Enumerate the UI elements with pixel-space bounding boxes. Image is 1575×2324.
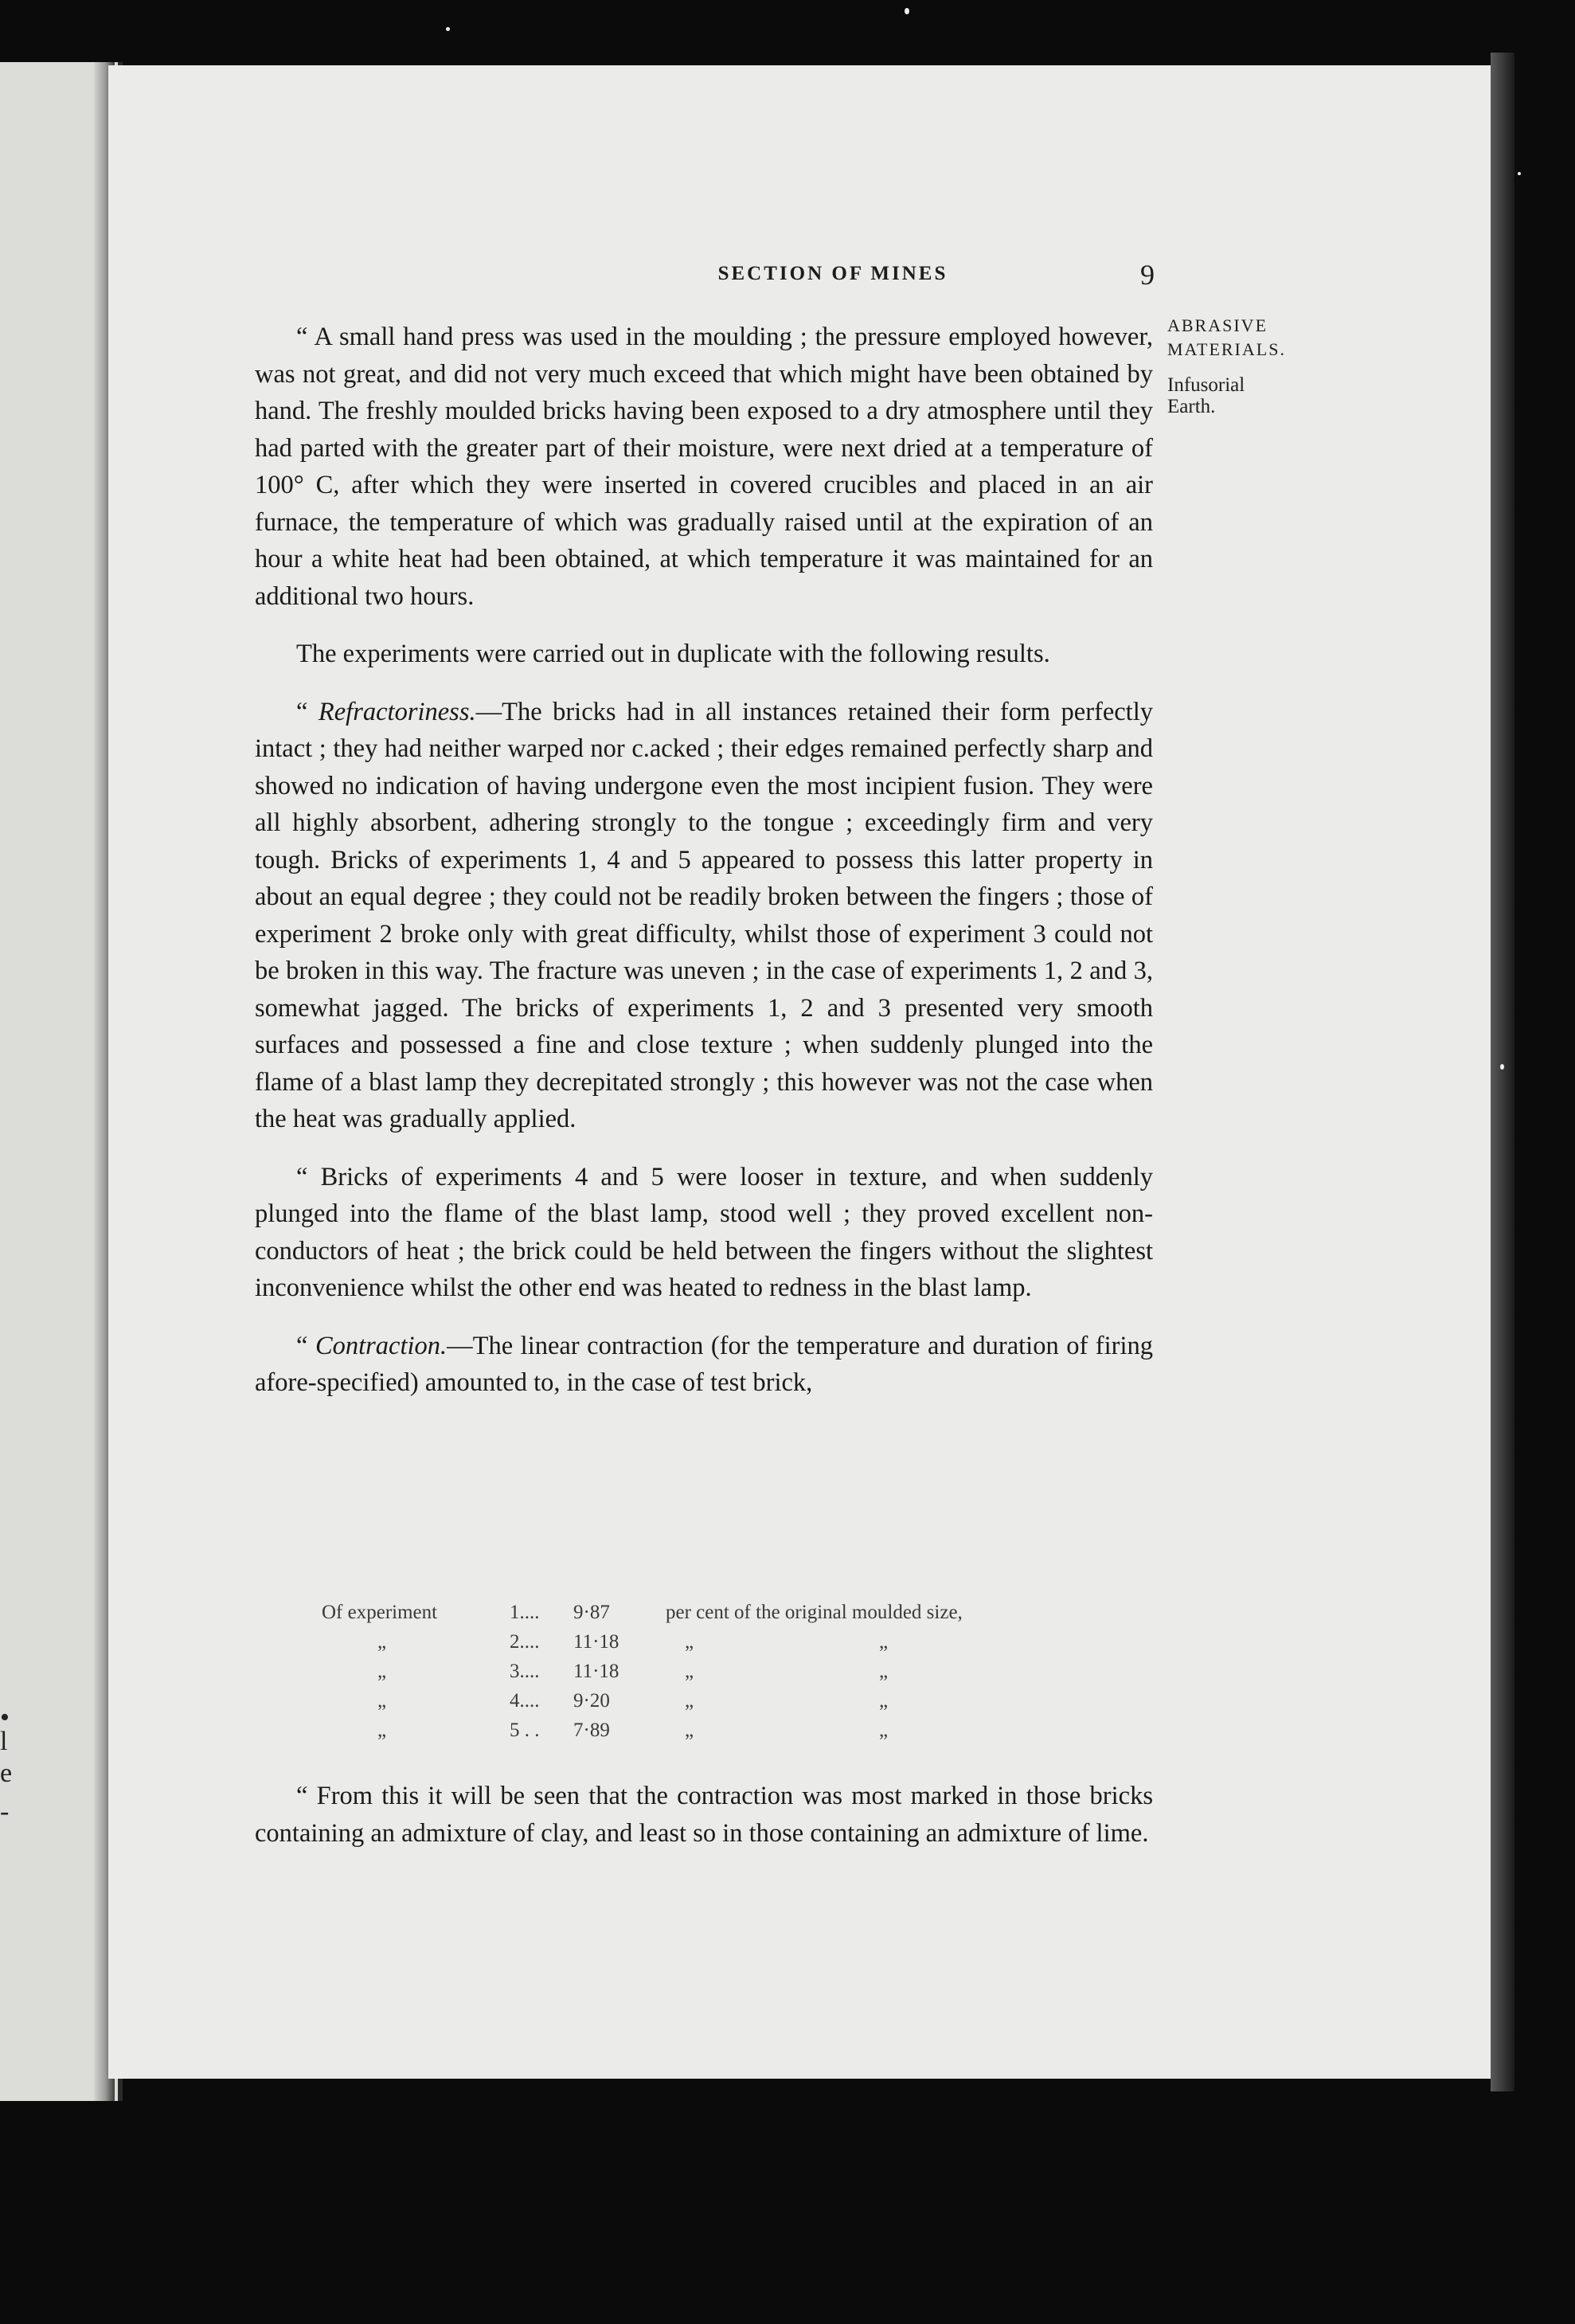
ditto-mark: „ <box>879 1720 889 1741</box>
experiment-number: 4.... <box>510 1690 540 1712</box>
contraction-table <box>322 1598 1134 1745</box>
side-note-line: ABRASIVE <box>1167 315 1268 335</box>
paragraph: The experiments were carried out in duplicate with the following results. <box>296 640 1050 668</box>
row-label: „ <box>377 1631 387 1653</box>
paragraph: “ From this it will be seen that the contraction was most marked in those bricks containing an admixture of clay, and least so in those containing an admixture of lime. <box>255 1782 1153 1848</box>
scan-speck <box>1518 172 1521 175</box>
contraction-value: 9·20 <box>573 1690 610 1712</box>
experiment-number: 3.... <box>510 1661 540 1682</box>
open-quote: “ <box>296 697 319 726</box>
experiment-number: 1.... <box>510 1602 540 1623</box>
paragraph-contraction <box>255 1328 1153 1402</box>
ditto-mark: „ <box>879 1690 889 1712</box>
unit-text: per cent of the original moulded size, <box>666 1602 963 1623</box>
side-note-line: MATERIALS. <box>1167 339 1286 359</box>
page-number: 9 <box>1140 259 1155 291</box>
closing-text <box>255 1778 1153 1852</box>
unit-text: „ <box>685 1661 694 1682</box>
paragraph-refractoriness <box>255 694 1153 1138</box>
paragraph: “ Bricks of experiments 4 and 5 were looser in texture, and when suddenly plunged into the flame of the blast lamp, stood well ; they proved excellent non-conductors of heat ; the brick could be held between the fingers without the slightest inconvenience whilst the other end was heated to redness in the blast lamp. <box>255 1162 1153 1302</box>
section-heading: Contraction. <box>315 1331 447 1360</box>
paragraph: “ A small hand press was used in the moulding ; the pressure employed however, was not great, and did not very much exceed that which might have been obtained by hand. The freshly moulded bricks having been exposed to a dry atmosphere until they had parted with the greater part of their moisture, were next dried at a temperature of 100° C, after which they were inserted in covered crucibles and placed in an air furnace, the temperature of which was gradually raised until at the expiration of an hour a white heat had been obtained, at which temperature it was maintained for an additional two hours. <box>255 323 1153 611</box>
row-label: „ <box>377 1690 387 1712</box>
scan-speck <box>446 27 450 31</box>
unit-text: „ <box>685 1720 694 1741</box>
row-label: Of experiment <box>322 1602 438 1623</box>
table-row <box>322 1598 1134 1627</box>
contraction-value: 7·89 <box>573 1720 610 1741</box>
unit-text: „ <box>685 1690 694 1712</box>
open-quote: “ <box>296 1331 315 1360</box>
running-head: SECTION OF MINES <box>717 263 948 284</box>
unit-text: „ <box>685 1631 694 1653</box>
table-row <box>322 1686 1134 1716</box>
contraction-value: 9·87 <box>573 1602 610 1623</box>
page-edge-shadow <box>1491 53 1514 2091</box>
paragraph-text: —The bricks had in all instances retained their form perfectly intact ; they had neither warped nor c.acked ; their edges remained perfectly sharp and showed no indication of having undergone even the most incipient fusion. They were all highly absorbent, adhering strongly to the tongue ; exceedingly firm and very tough. Bricks of experiments 1, 4 and 5 appeared to possess this latter property in about an equal degree ; they could not be readily broken between the fingers ; those of experiment 2 broke only with great difficulty, whilst those of experiment 3 could not be broken in this way. The fracture was uneven ; in the case of experiments 1, 2 and 3, somewhat jagged. The bricks of experiments 1, 2 and 3 presented very smooth surfaces and possessed a fine and close texture ; when suddenly plunged into the flame of a blast lamp they decrepitated strongly ; this however was not the case when the heat was gradually applied. <box>255 697 1153 1133</box>
row-label: „ <box>377 1720 387 1741</box>
body-text <box>255 319 1153 1422</box>
facing-page-edge <box>0 62 123 2101</box>
experiment-number: 5 . . <box>510 1720 540 1741</box>
table-row <box>322 1657 1134 1686</box>
paragraph-text: —The linear contraction (for the temperature and duration of firing afore-specified) amounted to, in the case of test brick, <box>255 1331 1153 1397</box>
side-note <box>1167 314 1406 417</box>
row-label: „ <box>377 1661 387 1682</box>
facing-page-fragment: l <box>0 1727 8 1756</box>
section-heading: Refractoriness. <box>318 697 476 726</box>
scan-speck <box>905 8 909 14</box>
contraction-value: 11·18 <box>573 1661 619 1682</box>
ditto-mark: „ <box>879 1661 889 1682</box>
facing-page-fragment: e <box>0 1759 13 1788</box>
facing-page-fragment: - <box>0 1797 10 1826</box>
side-note-subhead: Earth. <box>1167 396 1216 417</box>
facing-page-fragment: • <box>0 1703 10 1732</box>
ditto-mark: „ <box>879 1631 889 1653</box>
table-row <box>322 1627 1134 1657</box>
contraction-value: 11·18 <box>573 1631 619 1653</box>
page-header <box>108 259 1491 295</box>
table-row <box>322 1716 1134 1745</box>
experiment-number: 2.... <box>510 1631 540 1653</box>
side-note-subhead: Infusorial <box>1167 374 1245 396</box>
scan-speck <box>1500 1064 1504 1070</box>
